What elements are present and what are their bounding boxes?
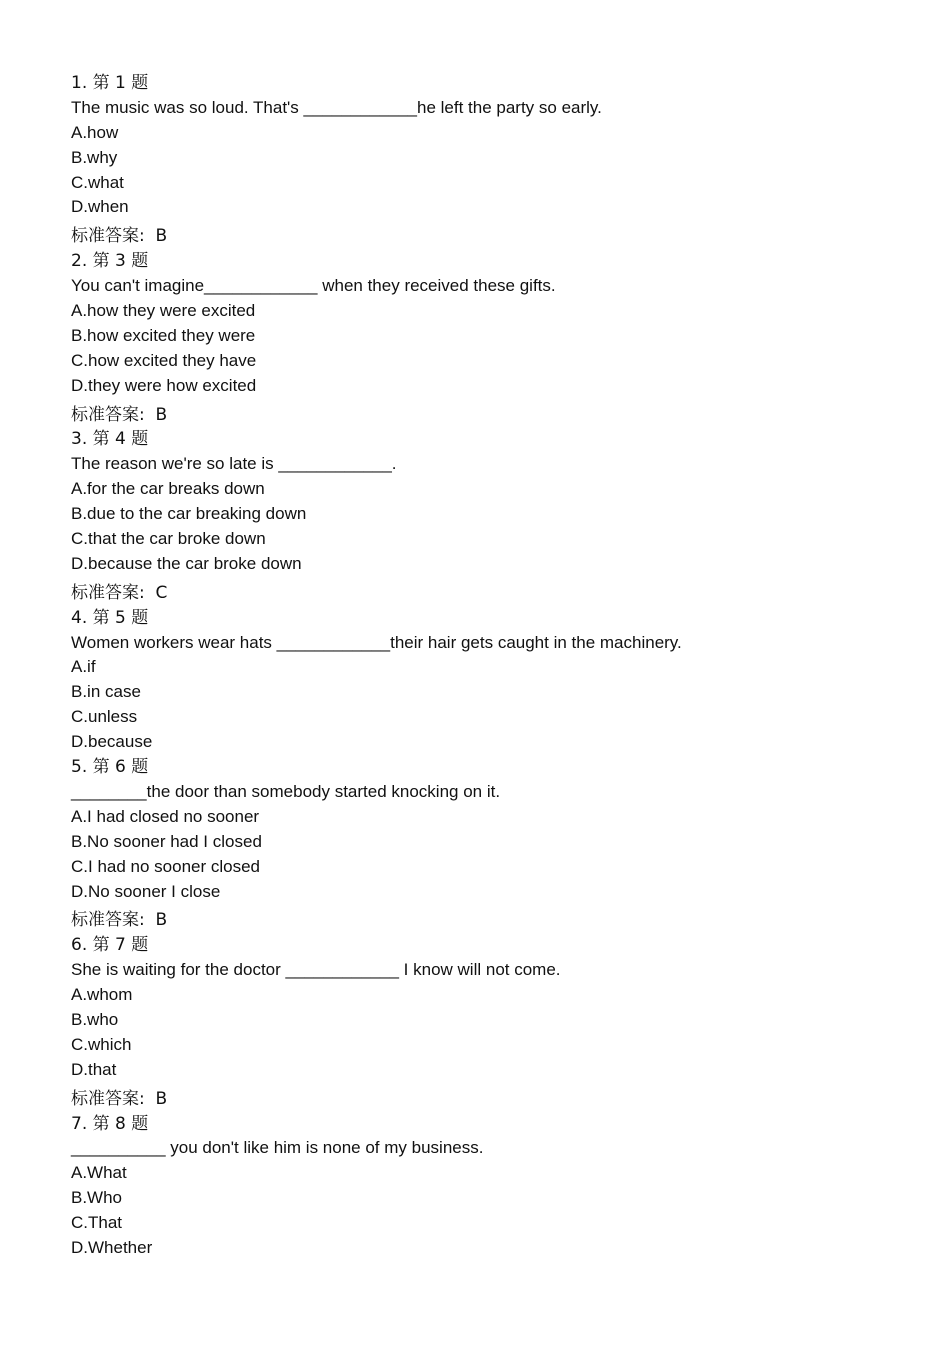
option-d: D.because — [71, 732, 153, 752]
document-body — [71, 71, 891, 1261]
option-c: C.That — [71, 1213, 123, 1233]
option-c: C.which — [71, 1034, 132, 1054]
question-block — [71, 755, 891, 933]
question-block — [71, 933, 891, 1111]
option-d: D.when — [71, 197, 129, 217]
option-b: B.why — [71, 147, 118, 167]
standard-answer: 标准答案: B — [71, 1088, 168, 1109]
option-b: B.No sooner had I closed — [71, 831, 262, 851]
question-block — [71, 1112, 891, 1261]
option-d: D.that — [71, 1059, 117, 1079]
question-stem: ________the door than somebody started knocking on it. — [71, 781, 501, 801]
option-d: D.they were how excited — [71, 375, 257, 395]
standard-answer: 标准答案: B — [71, 910, 168, 931]
question-header: 2. 第 3 题 — [71, 251, 149, 272]
option-c: C.unless — [71, 707, 138, 727]
question-stem: The reason we're so late is ____________. — [71, 454, 397, 474]
standard-answer: 标准答案: B — [71, 404, 168, 425]
question-stem: The music was so loud. That's ____________he left the party so early. — [71, 97, 602, 117]
question-block — [71, 249, 891, 427]
question-stem: You can't imagine____________ when they received these gifts. — [71, 276, 556, 296]
question-header: 6. 第 7 题 — [71, 935, 149, 956]
option-a: A.if — [71, 657, 96, 677]
question-header: 1. 第 1 题 — [71, 73, 149, 93]
question-stem: She is waiting for the doctor ____________ I know will not come. — [71, 960, 561, 980]
option-a: A.how — [71, 122, 119, 142]
question-header: 5. 第 6 题 — [71, 757, 149, 778]
question-header: 4. 第 5 题 — [71, 607, 149, 628]
option-a: A.What — [71, 1163, 127, 1183]
option-c: C.how excited they have — [71, 350, 257, 370]
option-d: D.Whether — [71, 1237, 153, 1257]
question-stem: Women workers wear hats ____________their hair gets caught in the machinery. — [71, 632, 682, 652]
option-a: A.how they were excited — [71, 301, 256, 321]
question-block — [71, 606, 891, 755]
option-d: D.No sooner I close — [71, 881, 221, 901]
option-b: B.in case — [71, 682, 141, 702]
option-a: A.whom — [71, 985, 133, 1005]
question-header: 3. 第 4 题 — [71, 429, 149, 450]
question-stem: __________ you don't like him is none of my business. — [71, 1138, 484, 1158]
option-b: B.due to the car breaking down — [71, 504, 307, 524]
option-a: A.for the car breaks down — [71, 479, 265, 499]
standard-answer: 标准答案: B — [71, 226, 168, 247]
option-b: B.Who — [71, 1188, 123, 1208]
option-c: C.what — [71, 172, 124, 192]
option-c: C.I had no sooner closed — [71, 856, 261, 876]
option-b: B.who — [71, 1009, 119, 1029]
option-c: C.that the car broke down — [71, 529, 266, 549]
question-block — [71, 71, 891, 249]
question-header: 7. 第 8 题 — [71, 1113, 149, 1134]
option-d: D.because the car broke down — [71, 553, 302, 573]
question-block — [71, 427, 891, 605]
option-a: A.I had closed no sooner — [71, 806, 260, 826]
option-b: B.how excited they were — [71, 325, 256, 345]
standard-answer: 标准答案: C — [71, 582, 168, 603]
